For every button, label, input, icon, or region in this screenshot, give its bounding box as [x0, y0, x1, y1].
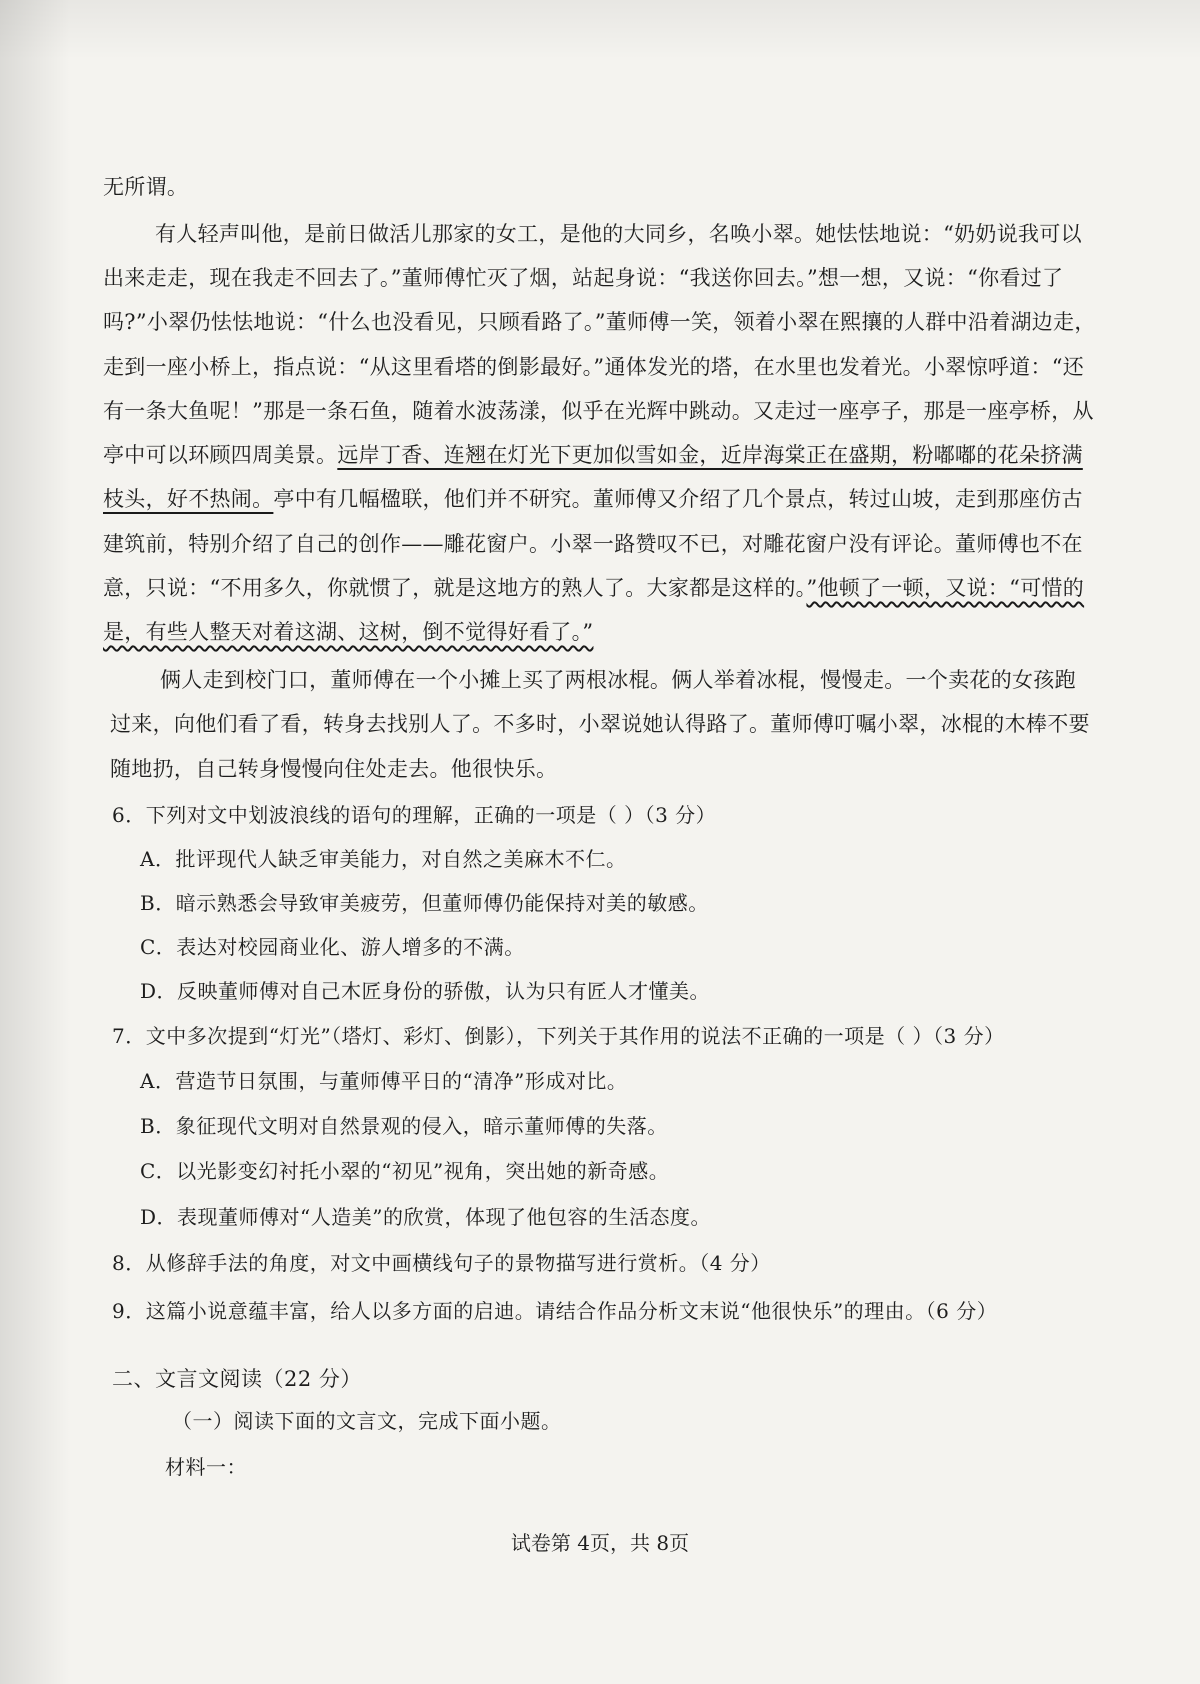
passage-text: 亭中可以环顾四周美景。 — [103, 443, 338, 467]
option-7c: C．以光影变幻衬托小翠的“初见”视角，突出她的新奇感。 — [140, 1159, 670, 1183]
question-7: 7．文中多次提到“灯光”（塔灯、彩灯、倒影），下列关于其作用的说法不正确的一项是（ ）（3 分） — [112, 1024, 1005, 1048]
section-heading: 二、文言文阅读（22 分） — [112, 1367, 362, 1391]
material-label: 材料一： — [165, 1455, 247, 1479]
option-6b: B．暗示熟悉会导致审美疲劳，但董师傅仍能保持对美的敏感。 — [140, 891, 709, 915]
wavy-sentence: 是，有些人整天对着这湖、这树，倒不觉得好看了。” — [103, 620, 594, 644]
passage-line — [103, 440, 1083, 470]
scan-shadow-top — [0, 0, 1200, 60]
passage-text: 亭中有几幅楹联，他们并不研究。董师傅又介绍了几个景点，转过山坡，走到那座仿古 — [273, 487, 1083, 511]
passage-line: 建筑前，特别介绍了自己的创作——雕花窗户。小翠一路赞叹不已，对雕花窗户没有评论。董师傅也不在 — [103, 532, 1083, 556]
wavy-sentence: ”他顿了一顿，又说：“可惜的 — [806, 576, 1085, 600]
option-7a: A．营造节日氛围，与董师傅平日的“清净”形成对比。 — [140, 1069, 628, 1093]
underlined-sentence: 枝头，好不热闹。 — [103, 487, 274, 511]
passage-line — [103, 573, 1084, 603]
option-6d: D．反映董师傅对自己木匠身份的骄傲，认为只有匠人才懂美。 — [140, 979, 711, 1003]
passage-line: 随地扔，自己转身慢慢向住处走去。他很快乐。 — [110, 757, 558, 781]
passage-line: 吗?”小翠仍怯怯地说：“什么也没看见，只顾看路了。”董师傅一笑，领着小翠在熙攘的人群中沿着湖边走， — [103, 310, 1096, 334]
option-6c: C．表达对校园商业化、游人增多的不满。 — [140, 935, 525, 959]
question-8: 8．从修辞手法的角度，对文中画横线句子的景物描写进行赏析。（4 分） — [112, 1251, 771, 1275]
question-6: 6．下列对文中划波浪线的语句的理解，正确的一项是（ ）（3 分） — [112, 803, 717, 827]
passage-line: 有一条大鱼呢！”那是一条石鱼，随着水波荡漾，似乎在光辉中跳动。又走过一座亭子，那是一座亭桥，从 — [103, 399, 1094, 423]
passage-line: 俩人走到校门口，董师傅在一个小摊上买了两根冰棍。俩人举着冰棍，慢慢走。一个卖花的女孩跑 — [160, 668, 1076, 692]
page-footer: 试卷第 4页，共 8页 — [510, 1531, 690, 1555]
passage-line: 走到一座小桥上，指点说：“从这里看塔的倒影最好。”通体发光的塔，在水里也发着光。小翠惊呼道：“还 — [103, 355, 1085, 379]
passage-line — [103, 617, 593, 647]
passage-line — [103, 484, 1083, 514]
underlined-sentence: 远岸丁香、连翘在灯光下更加似雪如金，近岸海棠正在盛期，粉嘟嘟的花朵挤满 — [337, 443, 1083, 467]
passage-line: 有人轻声叫他，是前日做活儿那家的女工，是他的大同乡，名唤小翠。她怯怯地说：“奶奶说我可以 — [155, 222, 1082, 246]
passage-line: 出来走走，现在我走不回去了。”董师傅忙灭了烟，站起身说：“我送你回去。”想一想，又说：“你看过了 — [103, 266, 1064, 290]
question-9: 9．这篇小说意蕴丰富，给人以多方面的启迪。请结合作品分析文末说“他很快乐”的理由。（6 分） — [112, 1299, 998, 1323]
passage-line: 无所谓。 — [103, 175, 189, 199]
passage-line: 过来，向他们看了看，转身去找别人了。不多时，小翠说她认得路了。董师傅叮嘱小翠，冰棍的木棒不要 — [110, 712, 1090, 736]
scan-shadow-left — [0, 0, 70, 1684]
option-7d: D．表现董师傅对“人造美”的欣赏，体现了他包容的生活态度。 — [140, 1205, 711, 1229]
option-6a: A．批评现代人缺乏审美能力，对自然之美麻木不仁。 — [140, 847, 627, 871]
section-instruction: （一）阅读下面的文言文，完成下面小题。 — [172, 1409, 562, 1433]
passage-text: 意，只说：“不用多久，你就惯了，就是这地方的熟人了。大家都是这样的。 — [103, 576, 807, 600]
option-7b: B．象征现代文明对自然景观的侵入，暗示董师傅的失落。 — [140, 1114, 668, 1138]
